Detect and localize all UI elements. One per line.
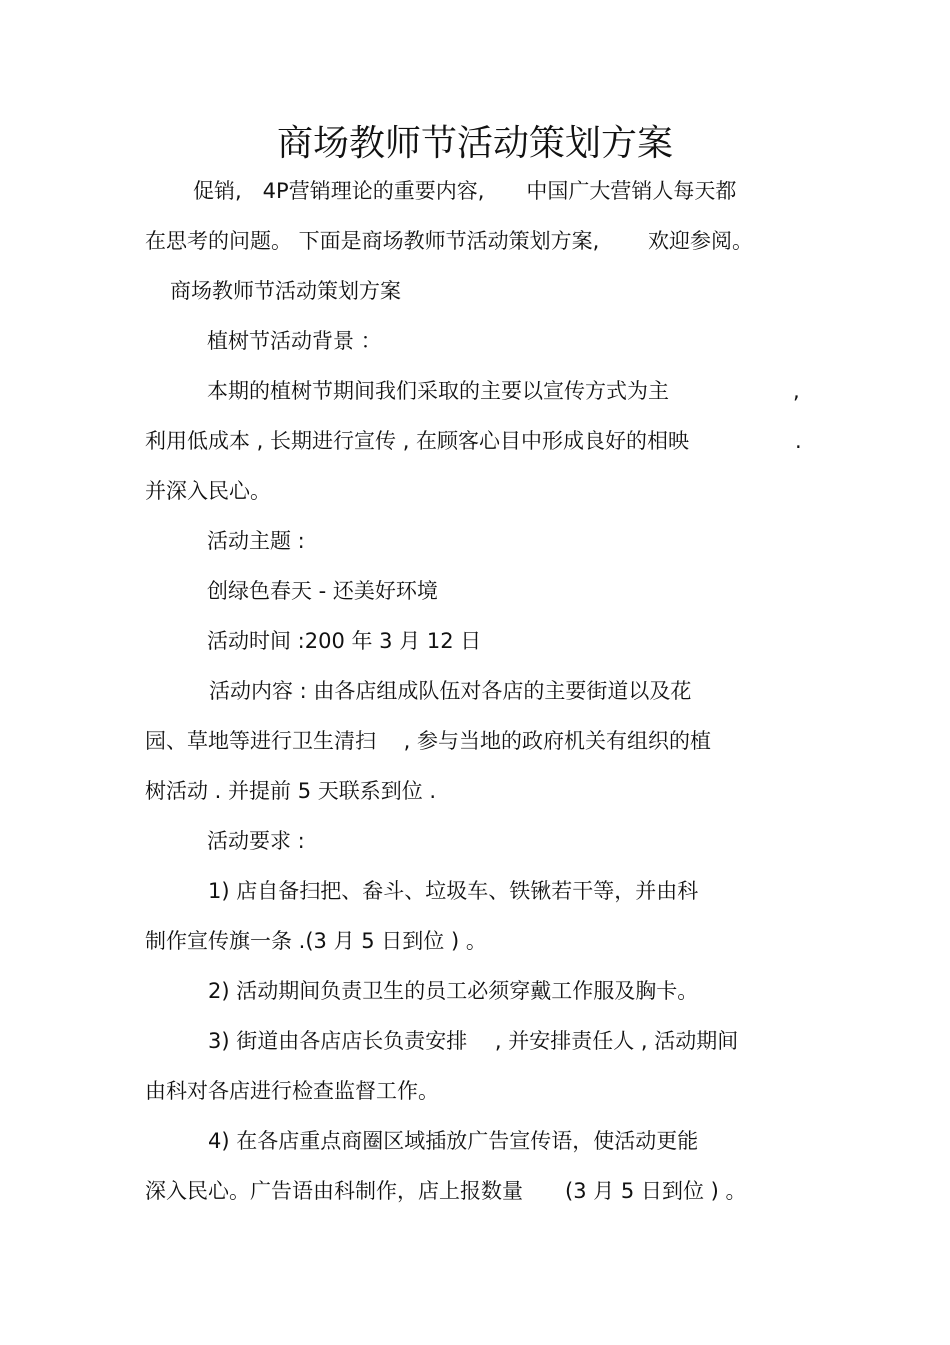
document-title: 商场教师节活动策划方案 [276, 123, 673, 164]
intro-line-2: 在思考的问题。 下面是商场教师节活动策划方案, 欢迎参阅。 [145, 229, 754, 253]
requirement-3-line-1: 3) 街道由各店店长负责安排 , 并安排责任人 , 活动期间 [208, 1029, 739, 1053]
background-line-1-end: , [793, 379, 800, 403]
content-line-3: 树活动 . 并提前 5 天联系到位 . [145, 779, 437, 803]
requirement-1-line-1: 1) 店自备扫把、畚斗、垃圾车、铁锹若干等，并由科 [208, 879, 699, 903]
requirement-4-line-1: 4) 在各店重点商圈区域插放广告宣传语，使活动更能 [208, 1129, 699, 1153]
requirement-2: 2) 活动期间负责卫生的员工必须穿戴工作服及胸卡。 [208, 979, 699, 1003]
intro-line-1: 促销, 4P营销理论的重要内容, 中国广大营销人每天都 [193, 179, 737, 203]
background-line-2: 利用低成本 , 长期进行宣传 , 在顾客心目中形成良好的相映 [145, 429, 690, 453]
requirement-4-line-2: 深入民心。广告语由科制作，店上报数量 (3 月 5 日到位 ) 。 [145, 1179, 747, 1203]
background-line-3: 并深入民心。 [145, 479, 271, 503]
background-line-2-end: . [795, 429, 802, 453]
section-heading-background: 植树节活动背景 ： [207, 329, 382, 353]
content-line-2: 园、草地等进行卫生清扫 , 参与当地的政府机关有组织的植 [145, 729, 712, 753]
theme-text: 创绿色春天 - 还美好环境 [207, 579, 438, 603]
activity-time: 活动时间 :200 年 3 月 12 日 [207, 629, 482, 653]
section-heading-theme: 活动主题 : [207, 529, 305, 553]
background-line-1: 本期的植树节期间我们采取的主要以宣传方式为主 [207, 379, 669, 403]
content-line-1: 活动内容 : 由各店组成队伍对各店的主要街道以及花 [209, 679, 692, 703]
subtitle-line: 商场教师节活动策划方案 [170, 279, 401, 303]
requirement-3-line-2: 由科对各店进行检查监督工作。 [145, 1079, 439, 1103]
section-heading-requirements: 活动要求 : [207, 829, 305, 853]
requirement-1-line-2: 制作宣传旗一条 .(3 月 5 日到位 ) 。 [145, 929, 487, 953]
